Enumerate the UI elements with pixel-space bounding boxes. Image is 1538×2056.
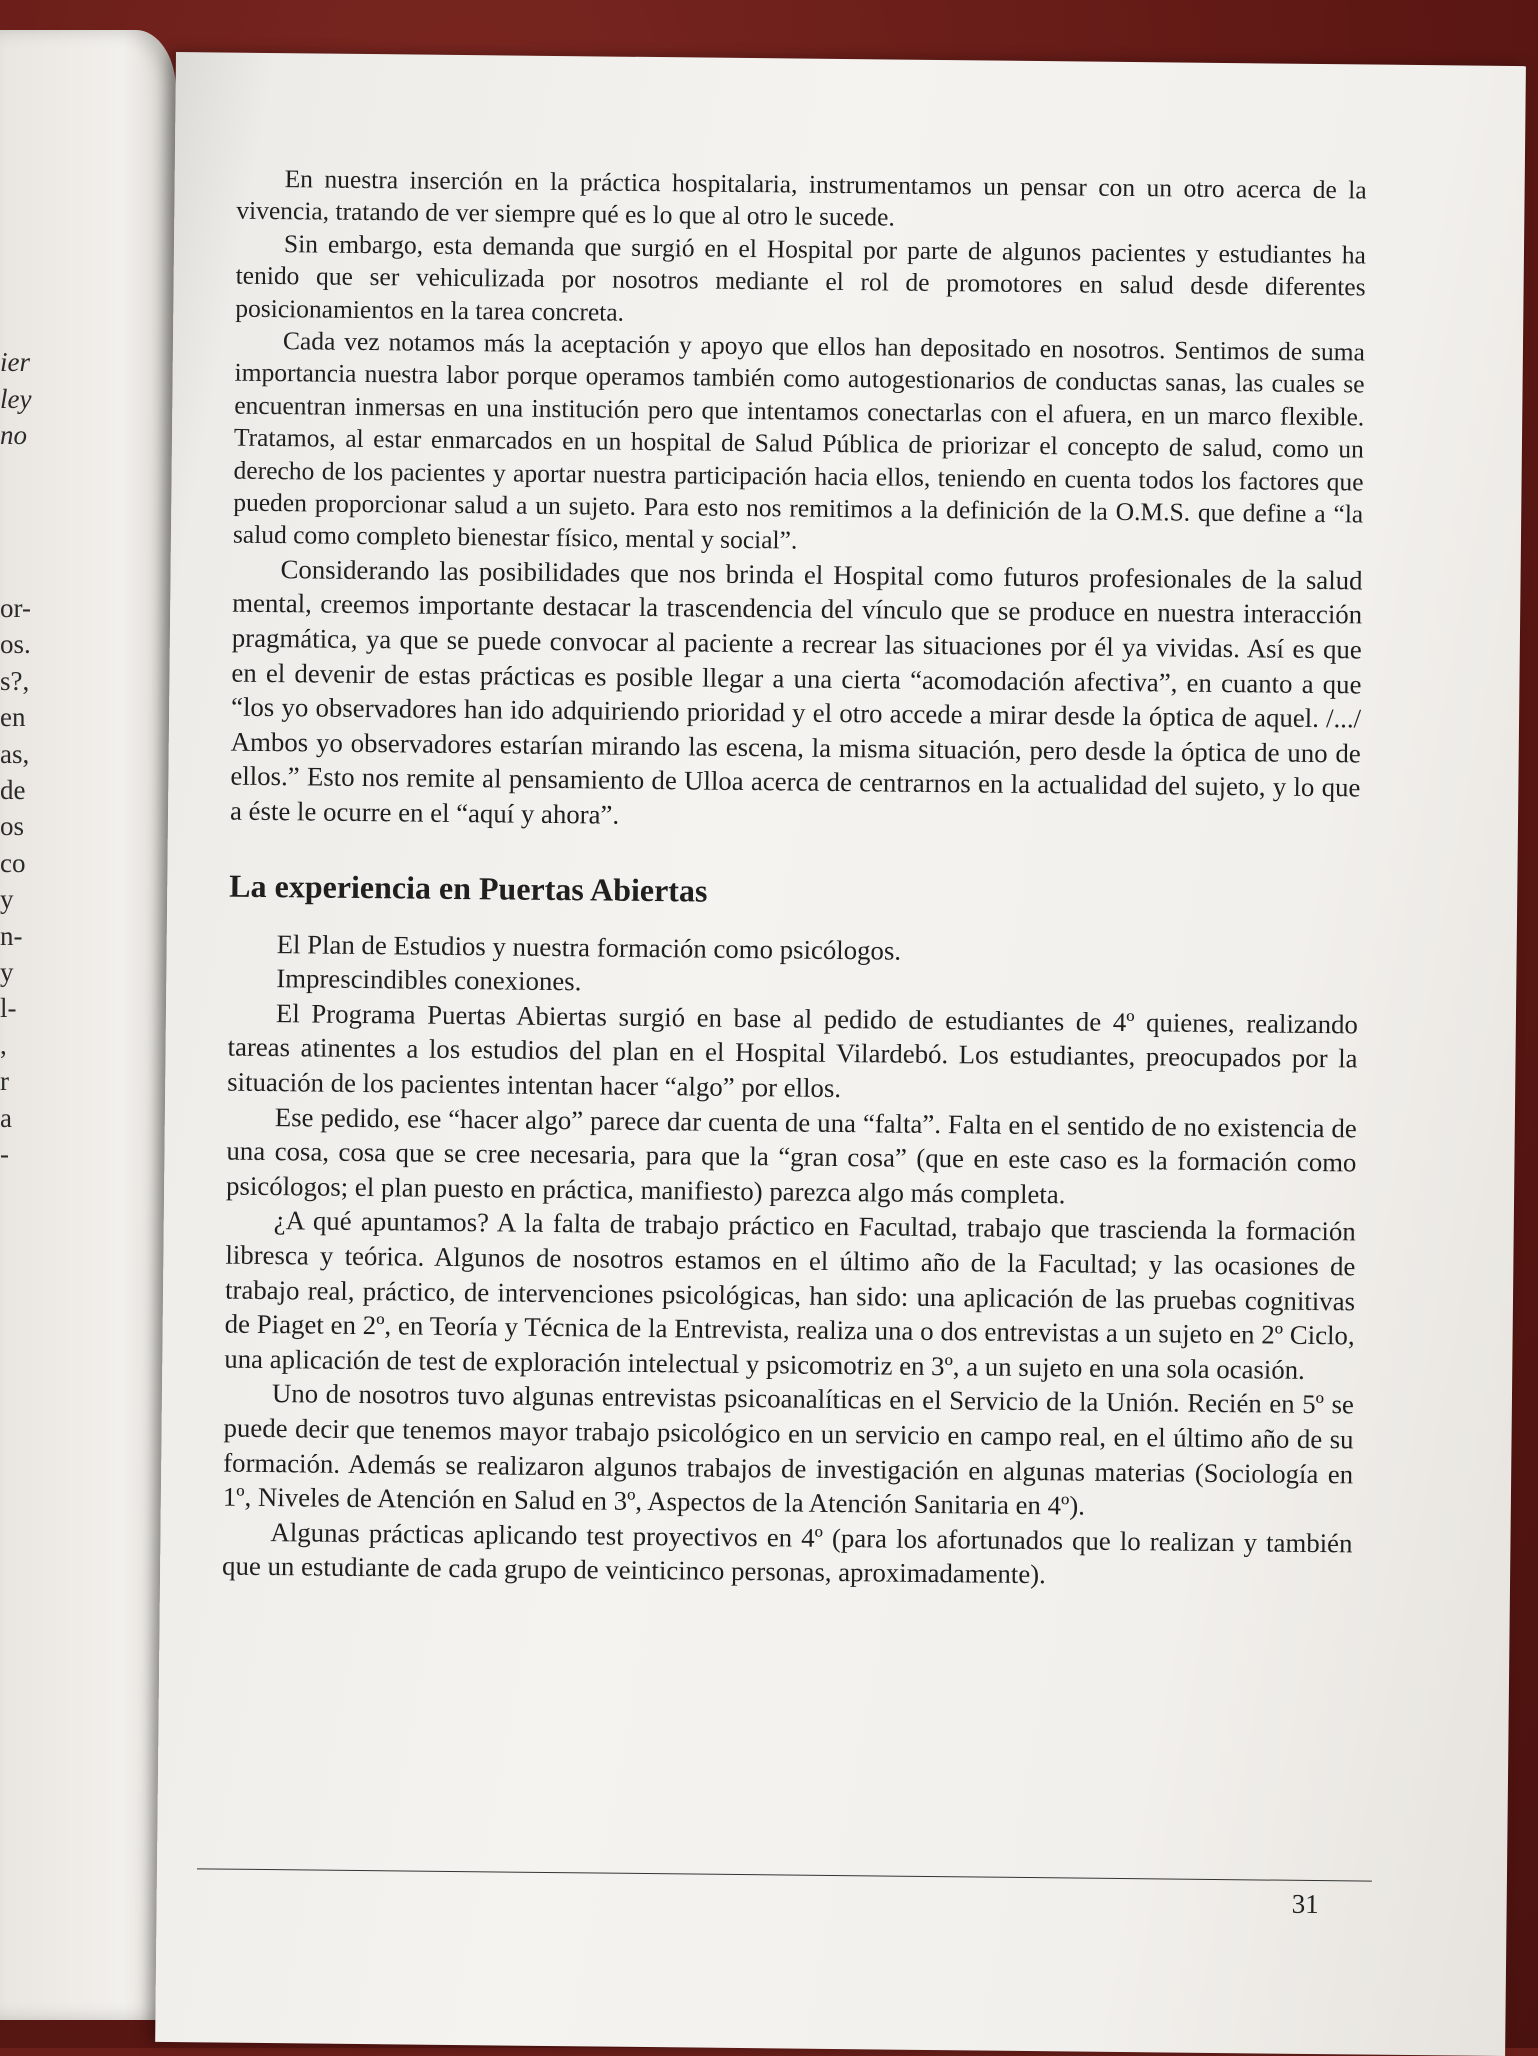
paragraph: El Programa Puertas Abiertas surgió en base al pedido de estudiantes de 4º quienes, realizando tareas atinentes a los estudios del plan en el Hospital Vilardebó. Los estudiantes, preocupados por la situación de los pacientes intentan hacer “algo” por ellos. <box>227 997 1359 1104</box>
left-fragment: s?, <box>0 665 30 696</box>
left-fragment: a <box>0 1102 12 1133</box>
subtitle: El Plan de Estudios y nuestra formación como psicólogos. <box>276 928 902 966</box>
right-page <box>155 52 1526 2056</box>
paragraph: Uno de nosotros tuvo algunas entrevistas psicoanalíticas en el Servicio de la Unión. Recién en 5º se puede decir que tenemos mayor trabajo psicológico en un servicio en campo real, en el último año de su formación. Además se realizaron algunos trabajos de investigación en algunas materias (Sociología en 1º, Niveles de Atención en Salud en 3º, Aspectos de la Atención Sanitaria en 4º). <box>222 1378 1355 1521</box>
paragraph: Sin embargo, esta demanda que surgió en el Hospital por parte de algunos pacientes y estudiantes ha tenido que ser vehiculizada por nosotros mediante el rol de promotores en salud desde diferentes posicionamientos en la tarea concreta. <box>235 228 1367 327</box>
footer-rule <box>197 1868 1372 1881</box>
page-number: 31 <box>1291 1888 1319 1920</box>
paragraph: ¿A qué apuntamos? A la falta de trabajo práctico en Facultad, trabajo que trascienda la formación libresca y teórica. Algunos de nosotros estamos en el último año de la Facultad; y las ocasiones de trabajo real, práctico, de intervenciones psicológicas, han sido: una aplicación de las pruebas cognitivas de Piaget en 2º, en Teoría y Técnica de la Entrevista, realiza una o dos entrevistas a un sujeto en 2º Ciclo, una aplicación de test de exploración intelectual y psicomotriz en 3º, a un sujeto en una sola ocasión. <box>224 1205 1356 1385</box>
left-fragment: , <box>0 1029 7 1060</box>
left-fragment: os <box>0 811 25 842</box>
left-fragment: de <box>0 775 26 806</box>
left-fragment: as, <box>0 738 30 769</box>
paragraph: Algunas prácticas aplicando test proyectivos en 4º (para los afortunados que lo realizan y también que un estudiante de cada grupo de veinticinco personas, aproximadamente). <box>221 1516 1353 1590</box>
left-fragment: no <box>0 420 27 451</box>
left-fragment: n- <box>0 920 23 951</box>
left-facing-page <box>0 30 176 2020</box>
left-fragment: - <box>0 1139 9 1170</box>
paragraph: Considerando las posibilidades que nos brinda el Hospital como futuros profesionales de la salud mental, creemos importante destacar la trascendencia del vínculo que se produce en nuestra interacción pragmática, ya que se puede convocar al paciente a recrear las situaciones por él ya vividas. Así es que en el devenir de estas prácticas es posible llegar a una cierta “acomodación afectiva”, en cuanto a que “los yo observadores han ido adquiriendo prioridad y el otro accede a mirar desde la óptica de aquel. /.../ Ambos yo observadores estarían mirando las escena, la misma situación, pero desde la óptica de uno de ellos.” Esto nos remite al pensamiento de Ulloa acerca de centrarnos en la actualidad del sujeto, y lo que a éste le ocurre en el “aquí y ahora”. <box>229 553 1363 830</box>
left-fragment: en <box>0 702 26 733</box>
paragraph: Ese pedido, ese “hacer algo” parece dar cuenta de una “falta”. Falta en el sentido de no existencia de una cosa, cosa que se cree necesaria, para que la “gran cosa” (que en este caso es la formación como psicólogos; el plan puesto en práctica, manifiesto) parezca algo más completa. <box>225 1101 1357 1210</box>
subtitle: Imprescindibles conexiones. <box>276 963 582 997</box>
left-fragment: or- <box>0 593 31 623</box>
left-fragment: os. <box>0 629 31 660</box>
left-fragment: l- <box>0 993 17 1024</box>
section-heading: La experiencia en Puertas Abiertas <box>229 867 708 909</box>
left-fragment: y <box>0 884 14 915</box>
left-fragment: co <box>0 847 26 878</box>
paragraph: Cada vez notamos más la aceptación y apoyo que ellos han depositado en nosotros. Sentimos de suma importancia nuestra labor porque operamos también como autogestionarios de conductas sanas, las cuales se encuentran inmersas en una institución pero que intentamos conectarlas con el afuera, en un marco flexible. Tratamos, al estar enmarcados en un hospital de Salud Pública de priorizar el concepto de salud, como un derecho de los pacientes y aportar nuestra participación hacia ellos, teniendo en cuenta todos los factores que pueden proporcionar salud a un sujeto. Para esto nos remitimos a la definición de la O.M.S. que define a “la salud como completo bienestar físico, mental y social”. <box>232 326 1366 556</box>
page-body <box>222 163 1367 1596</box>
paragraph: En nuestra inserción en la práctica hospitalaria, instrumentamos un pensar con un otro acerca de la vivencia, tratando de ver siempre qué es lo que al otro le sucede. <box>236 164 1367 232</box>
left-page-fragments-italic <box>0 344 60 454</box>
left-page-fragments <box>0 590 60 1173</box>
left-fragment: r <box>0 1066 9 1097</box>
left-fragment: y <box>0 957 14 988</box>
left-fragment: ley <box>0 383 32 414</box>
left-fragment: ier <box>0 347 30 377</box>
